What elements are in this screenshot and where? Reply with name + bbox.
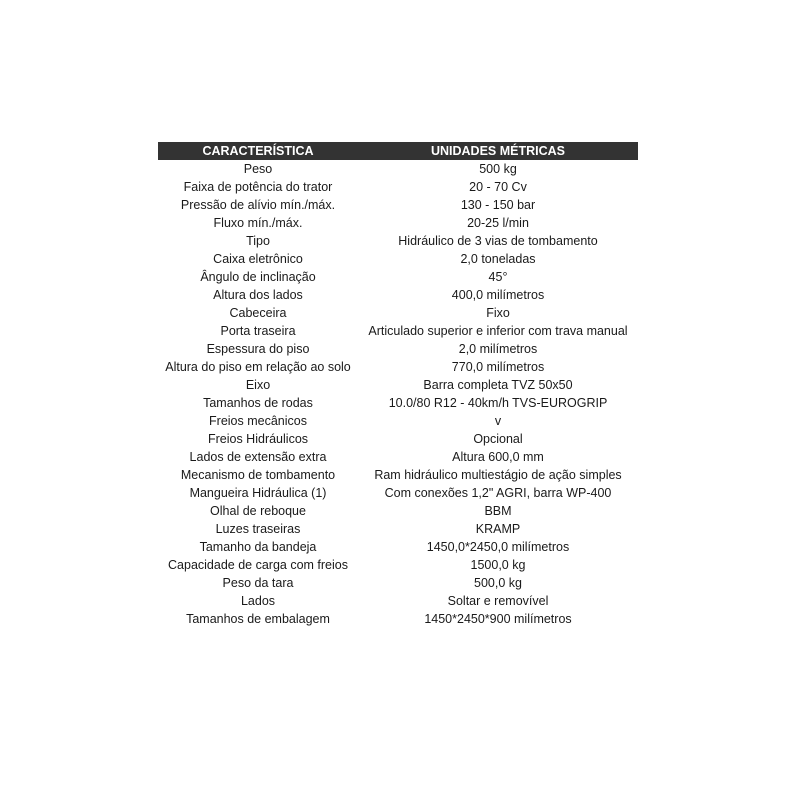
row-label: Cabeceira bbox=[229, 306, 287, 320]
row-value: 1450*2450*900 milímetros bbox=[424, 612, 572, 626]
table-row bbox=[158, 340, 638, 358]
row-value: 1450,0*2450,0 milímetros bbox=[426, 540, 570, 554]
table-row bbox=[158, 250, 638, 268]
row-value: BBM bbox=[484, 504, 512, 518]
row-label: Mecanismo de tombamento bbox=[180, 468, 336, 482]
row-label: Lados bbox=[240, 594, 276, 608]
row-value: 1500,0 kg bbox=[470, 558, 526, 572]
row-label: Altura dos lados bbox=[213, 288, 303, 302]
table-row bbox=[158, 484, 638, 502]
row-value: KRAMP bbox=[475, 522, 521, 536]
row-value: Com conexões 1,2" AGRI, barra WP-400 bbox=[384, 486, 612, 500]
row-label: Tamanhos de rodas bbox=[203, 396, 313, 410]
row-label: Capacidade de carga com freios bbox=[168, 558, 348, 572]
row-value: 400,0 milímetros bbox=[451, 288, 545, 302]
row-label: Freios mecânicos bbox=[209, 414, 307, 428]
row-value: 500,0 kg bbox=[474, 576, 522, 590]
table-row bbox=[158, 448, 638, 466]
row-label: Eixo bbox=[245, 378, 271, 392]
table-row bbox=[158, 322, 638, 340]
row-value: 2,0 milímetros bbox=[458, 342, 538, 356]
row-label: Lados de extensão extra bbox=[189, 450, 327, 464]
row-value: 2,0 toneladas bbox=[460, 252, 536, 266]
row-label: Tipo bbox=[246, 234, 270, 248]
table-row bbox=[158, 502, 638, 520]
spec-table bbox=[158, 142, 638, 628]
table-row bbox=[158, 214, 638, 232]
row-label: Caixa eletrônico bbox=[213, 252, 303, 266]
row-value: 770,0 milímetros bbox=[451, 360, 545, 374]
table-row bbox=[158, 358, 638, 376]
table-row bbox=[158, 538, 638, 556]
row-label: Olhal de reboque bbox=[210, 504, 306, 518]
row-label: Espessura do piso bbox=[206, 342, 310, 356]
table-row bbox=[158, 268, 638, 286]
row-value: 20-25 l/min bbox=[467, 216, 529, 230]
table-row bbox=[158, 520, 638, 538]
row-value: Barra completa TVZ 50x50 bbox=[423, 378, 573, 392]
header-characteristic: CARACTERÍSTICA bbox=[202, 144, 314, 158]
row-label: Tamanhos de embalagem bbox=[186, 612, 330, 626]
table-row bbox=[158, 430, 638, 448]
row-value: Hidráulico de 3 vias de tombamento bbox=[398, 234, 598, 248]
row-value: Fixo bbox=[486, 306, 510, 320]
row-label: Fluxo mín./máx. bbox=[213, 216, 303, 230]
table-row bbox=[158, 394, 638, 412]
row-label: Peso da tara bbox=[222, 576, 294, 590]
row-value: 45° bbox=[488, 270, 508, 284]
row-label: Luzes traseiras bbox=[215, 522, 301, 536]
row-label: Peso bbox=[243, 162, 273, 176]
table-row bbox=[158, 466, 638, 484]
table-row bbox=[158, 610, 638, 628]
row-value: Altura 600,0 mm bbox=[452, 450, 544, 464]
row-value: Articulado superior e inferior com trava manual bbox=[368, 324, 628, 338]
row-label: Tamanho da bandeja bbox=[199, 540, 317, 554]
row-label: Freios Hidráulicos bbox=[207, 432, 309, 446]
row-value: Soltar e removível bbox=[447, 594, 549, 608]
row-label: Ângulo de inclinação bbox=[200, 270, 316, 284]
header-metric-units: UNIDADES MÉTRICAS bbox=[430, 144, 566, 158]
table-row bbox=[158, 592, 638, 610]
row-value: v bbox=[494, 414, 502, 428]
table-header bbox=[158, 142, 638, 160]
table-body bbox=[158, 160, 638, 628]
table-row bbox=[158, 412, 638, 430]
table-row bbox=[158, 304, 638, 322]
row-value: 10.0/80 R12 - 40km/h TVS-EUROGRIP bbox=[388, 396, 608, 410]
row-label: Porta traseira bbox=[220, 324, 296, 338]
row-label: Altura do piso em relação ao solo bbox=[165, 360, 351, 374]
table-row bbox=[158, 160, 638, 178]
row-value: 130 - 150 bar bbox=[460, 198, 536, 212]
row-value: 500 kg bbox=[479, 162, 517, 176]
row-label: Pressão de alívio mín./máx. bbox=[180, 198, 336, 212]
table-row bbox=[158, 376, 638, 394]
row-value: Ram hidráulico multiestágio de ação simples bbox=[374, 468, 622, 482]
row-value: 20 - 70 Cv bbox=[469, 180, 527, 194]
table-row bbox=[158, 556, 638, 574]
table-row bbox=[158, 178, 638, 196]
row-value: Opcional bbox=[473, 432, 523, 446]
table-row bbox=[158, 232, 638, 250]
table-row bbox=[158, 196, 638, 214]
table-row bbox=[158, 286, 638, 304]
row-label: Mangueira Hidráulica (1) bbox=[189, 486, 327, 500]
row-label: Faixa de potência do trator bbox=[183, 180, 333, 194]
table-row bbox=[158, 574, 638, 592]
